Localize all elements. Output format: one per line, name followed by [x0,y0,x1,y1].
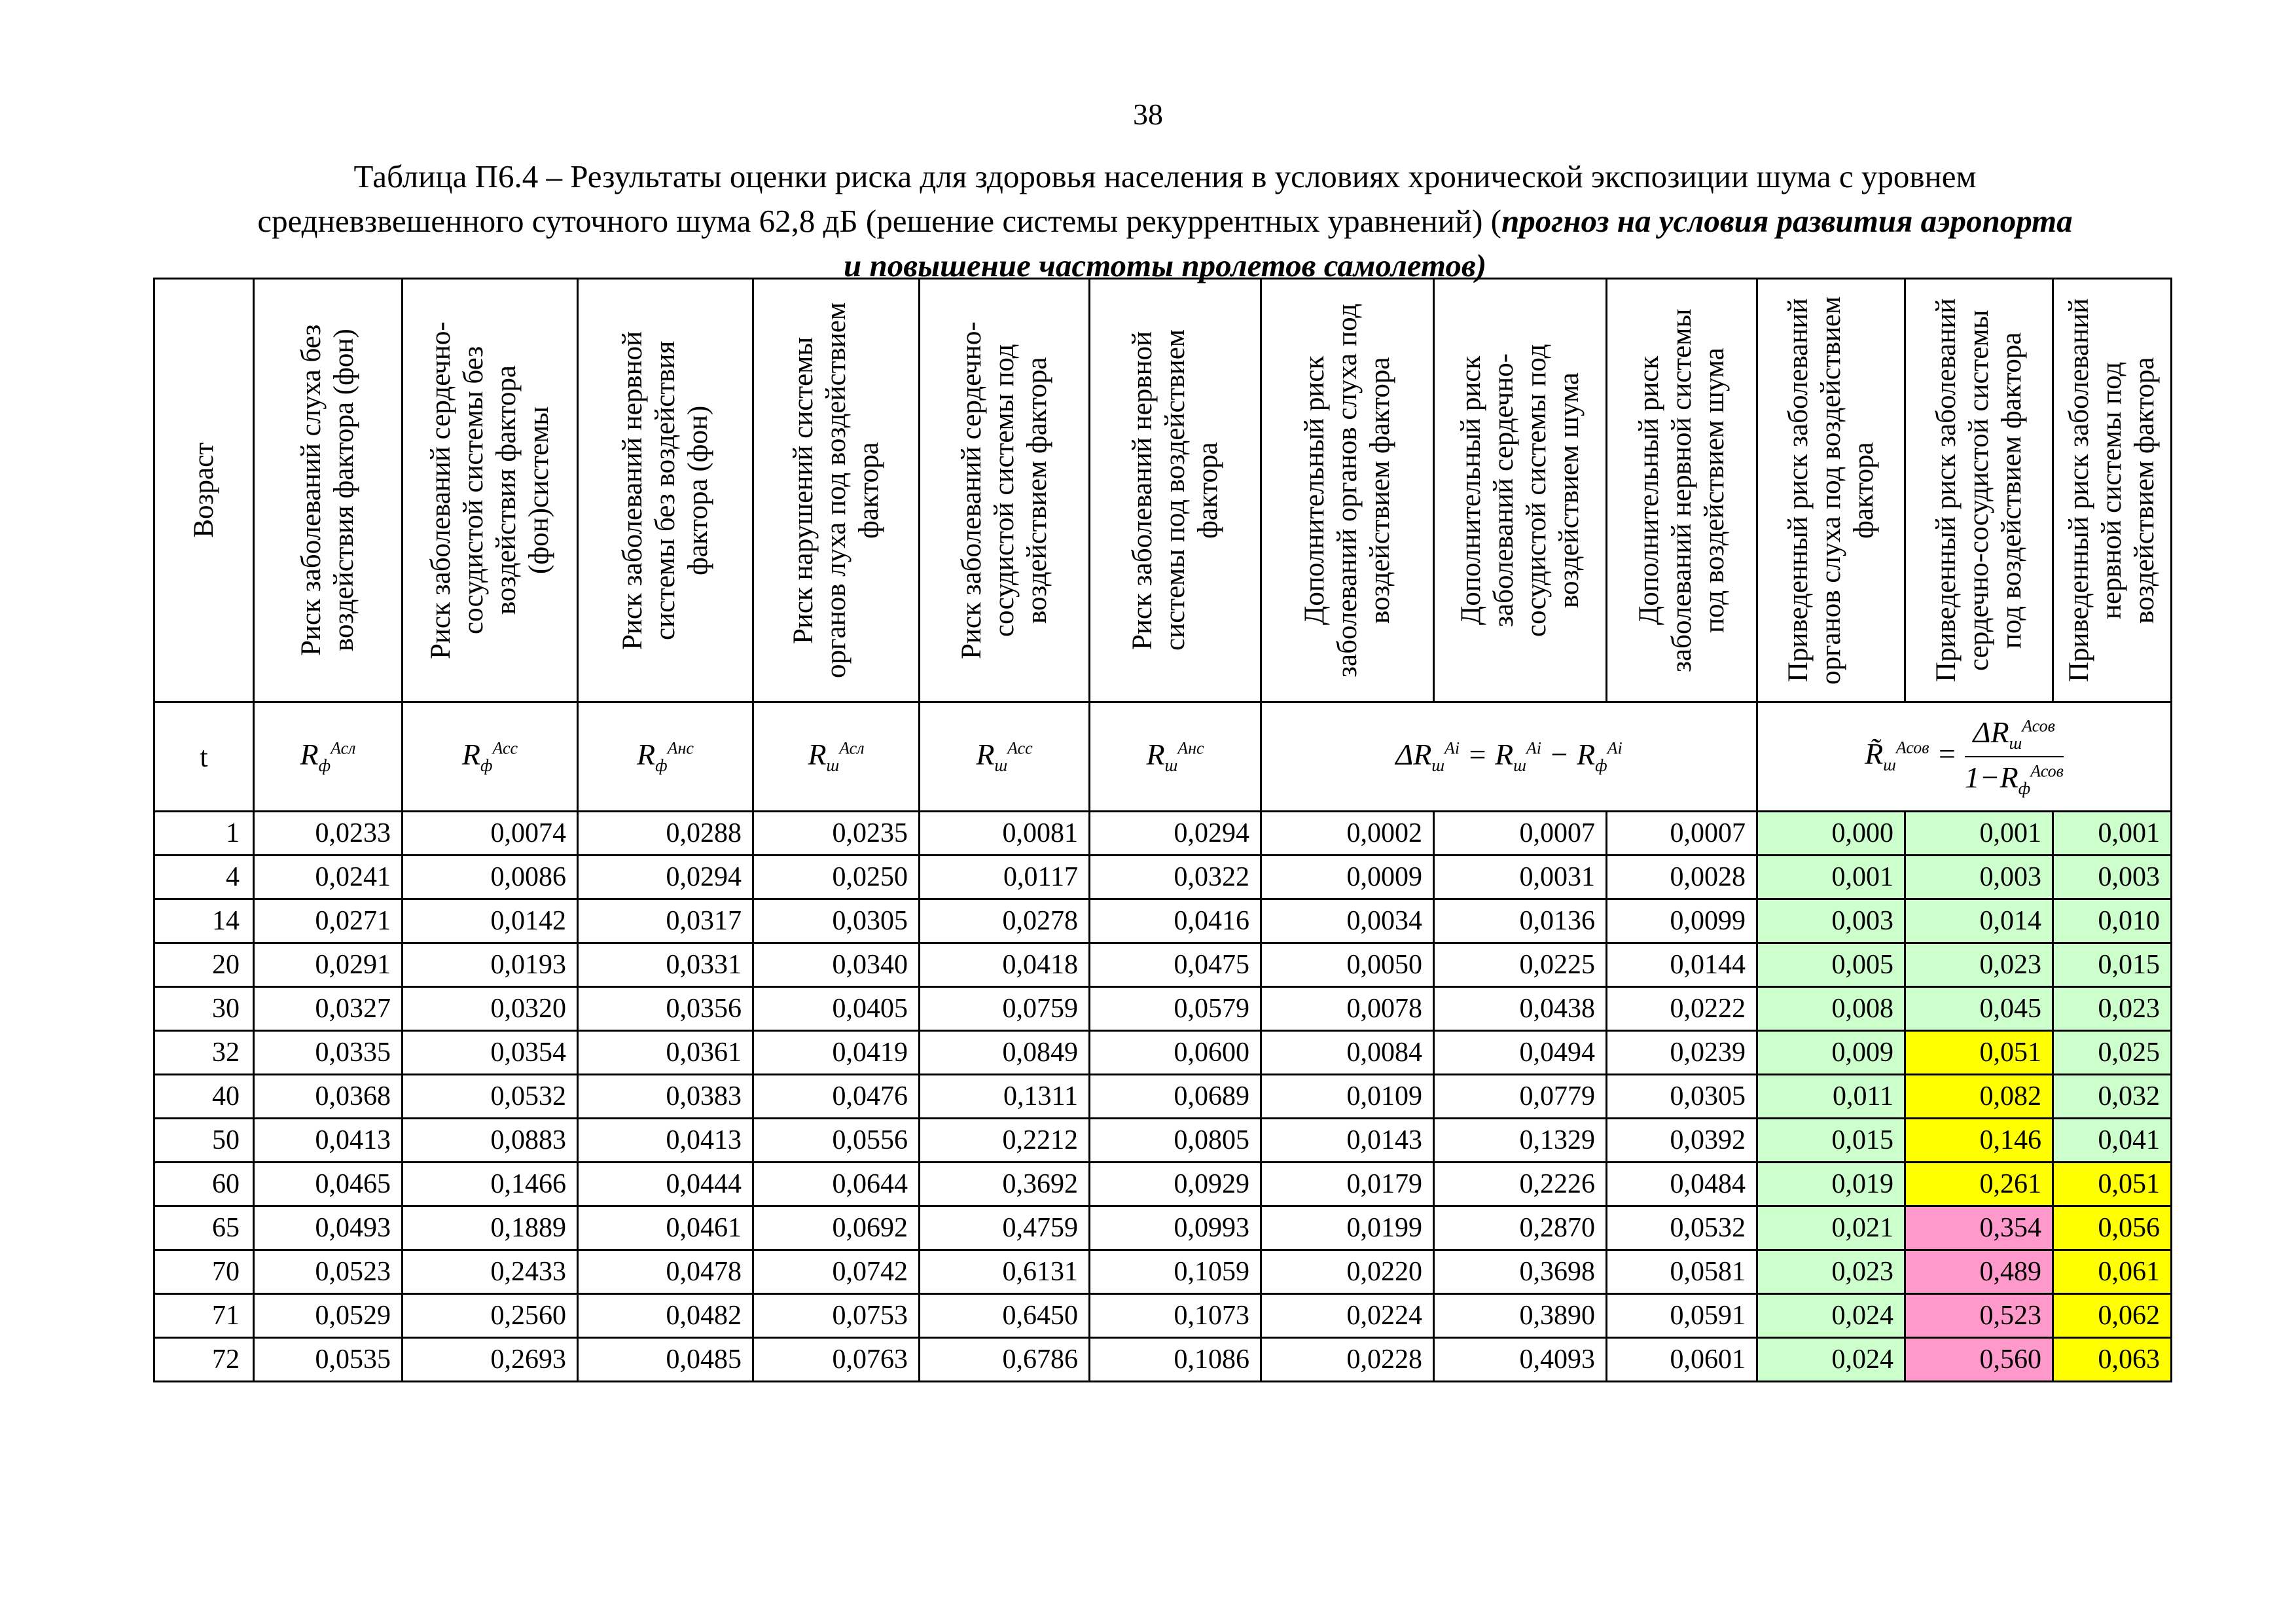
value-cell: 0,0779 [1434,1075,1607,1119]
value-cell: 0,0532 [403,1075,578,1119]
header-cell: Возраст [154,279,254,702]
value-cell: 0,0291 [254,943,403,987]
reduced-risk-cell: 0,023 [2053,987,2172,1031]
reduced-risk-cell: 0,560 [1905,1338,2053,1382]
age-cell: 20 [154,943,254,987]
symbol-cell: $R_ш^{Асл}$ [753,702,920,812]
value-cell: 0,1073 [1090,1294,1261,1338]
value-cell: 0,6131 [920,1250,1090,1294]
reduced-risk-cell: 0,011 [1757,1075,1905,1119]
header-cell: Риск заболеваний нервной системы под воздействием фактора [1090,279,1261,702]
value-cell: 0,0532 [1607,1206,1757,1250]
symbol-cell-t: t [154,702,254,812]
reduced-risk-cell: 0,051 [1905,1031,2053,1075]
age-cell: 60 [154,1163,254,1206]
reduced-risk-cell: 0,354 [1905,1206,2053,1250]
symbol-cell: $R_ш^{Анс}$ [1090,702,1261,812]
reduced-risk-cell: 0,003 [1757,899,1905,943]
value-cell: 0,0136 [1434,899,1607,943]
reduced-risk-cell: 0,051 [2053,1163,2172,1206]
table-row [154,1163,2172,1206]
header-cell: Риск заболеваний слуха без воздействия фактора (фон) [254,279,403,702]
age-cell: 72 [154,1338,254,1382]
value-cell: 0,0493 [254,1206,403,1250]
value-cell: 0,3890 [1434,1294,1607,1338]
symbol-row [154,702,2172,812]
value-cell: 0,0418 [920,943,1090,987]
value-cell: 0,0591 [1607,1294,1757,1338]
symbol-cell: $R_ш^{Асс}$ [920,702,1090,812]
reduced-risk-cell: 0,063 [2053,1338,2172,1382]
value-cell: 0,0028 [1607,856,1757,899]
value-cell: 0,0993 [1090,1206,1261,1250]
value-cell: 0,4093 [1434,1338,1607,1382]
value-cell: 0,0084 [1261,1031,1434,1075]
value-cell: 0,3692 [920,1163,1090,1206]
value-cell: 0,2870 [1434,1206,1607,1250]
reduced-risk-formula: $R̃_ш^{Асов}$ = $\frac{\Delta R_ш^{Асов}}{1-R_ф^{Асов}}$ [1757,702,2172,812]
value-cell: 0,0883 [403,1119,578,1163]
age-cell: 30 [154,987,254,1031]
additional-risk-formula: $\Delta R_ш^{Ai} = R_ш^{Ai} - R_ф^{Ai}$ [1261,702,1757,812]
reduced-risk-cell: 0,056 [2053,1206,2172,1250]
value-cell: 0,0007 [1434,812,1607,856]
value-cell: 0,0322 [1090,856,1261,899]
value-cell: 0,0805 [1090,1119,1261,1163]
value-cell: 0,0929 [1090,1163,1261,1206]
reduced-risk-cell: 0,032 [2053,1075,2172,1119]
value-cell: 0,0109 [1261,1075,1434,1119]
table-row [154,1119,2172,1163]
reduced-risk-cell: 0,003 [2053,856,2172,899]
value-cell: 0,0228 [1261,1338,1434,1382]
reduced-risk-cell: 0,489 [1905,1250,2053,1294]
value-cell: 0,2560 [403,1294,578,1338]
value-cell: 0,0143 [1261,1119,1434,1163]
reduced-risk-cell: 0,024 [1757,1338,1905,1382]
reduced-risk-cell: 0,001 [1905,812,2053,856]
value-cell: 0,0317 [578,899,753,943]
value-cell: 0,1329 [1434,1119,1607,1163]
value-cell: 0,0225 [1434,943,1607,987]
value-cell: 0,0099 [1607,899,1757,943]
reduced-risk-cell: 0,015 [2053,943,2172,987]
table-row [154,1031,2172,1075]
reduced-risk-cell: 0,014 [1905,899,2053,943]
value-cell: 0,0444 [578,1163,753,1206]
value-cell: 0,0078 [1261,987,1434,1031]
header-cell: Приведенный риск заболеваний органов слуха под воздействием фактора [1757,279,1905,702]
value-cell: 0,0601 [1607,1338,1757,1382]
value-cell: 0,0031 [1434,856,1607,899]
reduced-risk-cell: 0,010 [2053,899,2172,943]
age-cell: 50 [154,1119,254,1163]
value-cell: 0,0199 [1261,1206,1434,1250]
header-cell: Риск заболеваний сердечно-сосудистой системы без воздействия фактора (фон)системы [403,279,578,702]
value-cell: 0,2693 [403,1338,578,1382]
reduced-risk-cell: 0,019 [1757,1163,1905,1206]
value-cell: 0,0294 [1090,812,1261,856]
header-cell: Приведенный риск заболеваний нервной системы под воздействием фактора [2053,279,2172,702]
value-cell: 0,0241 [254,856,403,899]
value-cell: 0,0193 [403,943,578,987]
value-cell: 0,0759 [920,987,1090,1031]
value-cell: 0,0579 [1090,987,1261,1031]
value-cell: 0,0392 [1607,1119,1757,1163]
header-cell: Дополнительный риск заболеваний органов слуха под воздействием фактора [1261,279,1434,702]
reduced-risk-cell: 0,025 [2053,1031,2172,1075]
value-cell: 0,0220 [1261,1250,1434,1294]
value-cell: 0,0482 [578,1294,753,1338]
reduced-risk-cell: 0,003 [1905,856,2053,899]
reduced-risk-cell: 0,023 [1905,943,2053,987]
header-cell: Дополнительный риск заболеваний сердечно-сосудистой системы под воздействием шума [1434,279,1607,702]
value-cell: 0,0331 [578,943,753,987]
age-cell: 32 [154,1031,254,1075]
value-cell: 0,0327 [254,987,403,1031]
reduced-risk-cell: 0,023 [1757,1250,1905,1294]
caption-line-2: средневзвешенного суточного шума 62,8 дБ (решение системы рекуррентных уравнений) (прогноз на условия развития аэропорта [257,203,2073,239]
header-cell: Дополнительный риск заболеваний нервной системы под воздействием шума [1607,279,1757,702]
symbol-cell: $R_ф^{Асл}$ [254,702,403,812]
value-cell: 0,2212 [920,1119,1090,1163]
value-cell: 0,0294 [578,856,753,899]
value-cell: 0,3698 [1434,1250,1607,1294]
value-cell: 0,0361 [578,1031,753,1075]
value-cell: 0,0405 [753,987,920,1031]
table-row [154,987,2172,1031]
reduced-risk-cell: 0,001 [1757,856,1905,899]
value-cell: 0,0034 [1261,899,1434,943]
value-cell: 0,0144 [1607,943,1757,987]
value-cell: 0,0413 [254,1119,403,1163]
value-cell: 0,0535 [254,1338,403,1382]
value-cell: 0,2226 [1434,1163,1607,1206]
age-cell: 71 [154,1294,254,1338]
risk-table [153,278,2172,1382]
value-cell: 0,0235 [753,812,920,856]
value-cell: 0,0478 [578,1250,753,1294]
table-row [154,1250,2172,1294]
header-cell: Приведенный риск заболеваний сердечно-сосудистой системы под воздействием фактора [1905,279,2053,702]
table-row [154,856,2172,899]
value-cell: 0,0419 [753,1031,920,1075]
age-cell: 1 [154,812,254,856]
value-cell: 0,0476 [753,1075,920,1119]
value-cell: 0,0383 [578,1075,753,1119]
value-cell: 0,0305 [1607,1075,1757,1119]
value-cell: 0,0413 [578,1119,753,1163]
value-cell: 0,0002 [1261,812,1434,856]
reduced-risk-cell: 0,523 [1905,1294,2053,1338]
value-cell: 0,1059 [1090,1250,1261,1294]
value-cell: 0,6450 [920,1294,1090,1338]
value-cell: 0,0581 [1607,1250,1757,1294]
value-cell: 0,0320 [403,987,578,1031]
value-cell: 0,2433 [403,1250,578,1294]
value-cell: 0,0461 [578,1206,753,1250]
table-row [154,943,2172,987]
reduced-risk-cell: 0,082 [1905,1075,2053,1119]
value-cell: 0,0484 [1607,1163,1757,1206]
value-cell: 0,1889 [403,1206,578,1250]
symbol-cell: $R_ф^{Анс}$ [578,702,753,812]
header-cell: Риск заболеваний нервной системы без воздействия фактора (фон) [578,279,753,702]
value-cell: 0,0356 [578,987,753,1031]
table-caption [151,154,2179,288]
reduced-risk-cell: 0,005 [1757,943,1905,987]
reduced-risk-cell: 0,261 [1905,1163,2053,1206]
value-cell: 0,1311 [920,1075,1090,1119]
value-cell: 0,0239 [1607,1031,1757,1075]
symbol-cell: $R_ф^{Асс}$ [403,702,578,812]
value-cell: 0,0475 [1090,943,1261,987]
value-cell: 0,0438 [1434,987,1607,1031]
value-cell: 0,0007 [1607,812,1757,856]
value-cell: 0,6786 [920,1338,1090,1382]
value-cell: 0,0416 [1090,899,1261,943]
age-cell: 14 [154,899,254,943]
value-cell: 0,0600 [1090,1031,1261,1075]
value-cell: 0,0753 [753,1294,920,1338]
table-row [154,1294,2172,1338]
value-cell: 0,0763 [753,1338,920,1382]
value-cell: 0,0288 [578,812,753,856]
table-row [154,899,2172,943]
value-cell: 0,0074 [403,812,578,856]
value-cell: 0,0117 [920,856,1090,899]
value-cell: 0,0009 [1261,856,1434,899]
value-cell: 0,0081 [920,812,1090,856]
value-cell: 0,0849 [920,1031,1090,1075]
reduced-risk-cell: 0,062 [2053,1294,2172,1338]
age-cell: 40 [154,1075,254,1119]
value-cell: 0,0354 [403,1031,578,1075]
value-cell: 0,1466 [403,1163,578,1206]
value-cell: 0,0250 [753,856,920,899]
header-cell: Риск заболеваний сердечно-сосудистой системы под воздействием фактора [920,279,1090,702]
value-cell: 0,0050 [1261,943,1434,987]
value-cell: 0,0086 [403,856,578,899]
table-body [154,812,2172,1382]
value-cell: 0,0556 [753,1119,920,1163]
reduced-risk-cell: 0,041 [2053,1119,2172,1163]
value-cell: 0,0465 [254,1163,403,1206]
caption-line-3: и повышение частоты пролетов самолетов) [843,247,1487,283]
table-row [154,1338,2172,1382]
value-cell: 0,0278 [920,899,1090,943]
value-cell: 0,4759 [920,1206,1090,1250]
reduced-risk-cell: 0,000 [1757,812,1905,856]
reduced-risk-cell: 0,045 [1905,987,2053,1031]
value-cell: 0,0233 [254,812,403,856]
reduced-risk-cell: 0,015 [1757,1119,1905,1163]
header-cell: Риск нарушений системы органов луха под воздействием фактора [753,279,920,702]
value-cell: 0,0335 [254,1031,403,1075]
value-cell: 0,0179 [1261,1163,1434,1206]
value-cell: 0,0368 [254,1075,403,1119]
age-cell: 65 [154,1206,254,1250]
table-row [154,1206,2172,1250]
page-number: 38 [1133,98,1163,131]
value-cell: 0,0494 [1434,1031,1607,1075]
value-cell: 0,0689 [1090,1075,1261,1119]
value-cell: 0,0305 [753,899,920,943]
value-cell: 0,0271 [254,899,403,943]
table-row [154,1075,2172,1119]
value-cell: 0,0222 [1607,987,1757,1031]
value-cell: 0,0644 [753,1163,920,1206]
reduced-risk-cell: 0,146 [1905,1119,2053,1163]
reduced-risk-cell: 0,009 [1757,1031,1905,1075]
value-cell: 0,0224 [1261,1294,1434,1338]
header-row [154,279,2172,702]
reduced-risk-cell: 0,021 [1757,1206,1905,1250]
value-cell: 0,0529 [254,1294,403,1338]
age-cell: 70 [154,1250,254,1294]
reduced-risk-cell: 0,061 [2053,1250,2172,1294]
value-cell: 0,0485 [578,1338,753,1382]
age-cell: 4 [154,856,254,899]
value-cell: 0,0692 [753,1206,920,1250]
table-row [154,812,2172,856]
reduced-risk-cell: 0,024 [1757,1294,1905,1338]
caption-line-1: Таблица П6.4 – Результаты оценки риска для здоровья населения в условиях хронической экспозиции шума с уровнем [353,158,1977,194]
value-cell: 0,1086 [1090,1338,1261,1382]
value-cell: 0,0523 [254,1250,403,1294]
value-cell: 0,0340 [753,943,920,987]
reduced-risk-cell: 0,008 [1757,987,1905,1031]
value-cell: 0,0742 [753,1250,920,1294]
reduced-risk-cell: 0,001 [2053,812,2172,856]
value-cell: 0,0142 [403,899,578,943]
